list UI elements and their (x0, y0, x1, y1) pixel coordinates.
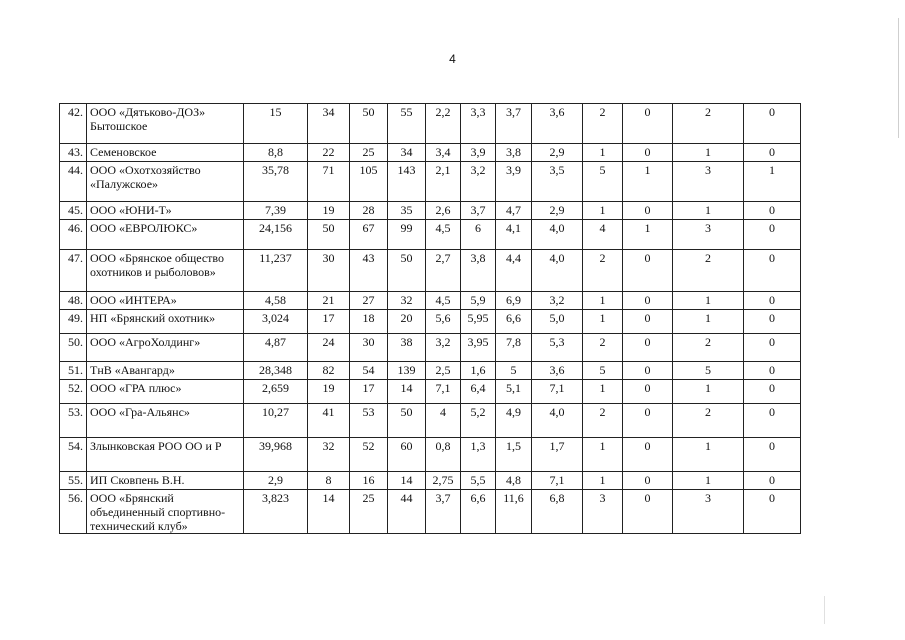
value-cell: 19 (308, 380, 350, 404)
value-cell: 4,87 (244, 334, 308, 362)
value-cell: 21 (308, 292, 350, 310)
value-cell: 50 (350, 104, 388, 144)
row-number: 53. (60, 404, 87, 438)
value-cell: 28,348 (244, 362, 308, 380)
value-cell: 41 (308, 404, 350, 438)
value-cell: 3,9 (496, 162, 532, 202)
value-cell: 6,4 (461, 380, 496, 404)
value-cell: 1 (583, 292, 623, 310)
table-row (60, 202, 801, 220)
organization-name: ООО «Охотхозяйство «Палужское» (87, 162, 244, 202)
data-table (59, 103, 801, 534)
value-cell: 25 (350, 490, 388, 534)
organization-name: ООО «Дятьково-ДОЗ» Бытошское (87, 104, 244, 144)
value-cell: 82 (308, 362, 350, 380)
value-cell: 44 (388, 490, 426, 534)
value-cell: 71 (308, 162, 350, 202)
value-cell: 30 (308, 250, 350, 292)
value-cell: 0 (623, 472, 673, 490)
value-cell: 1 (673, 438, 744, 472)
value-cell: 6,6 (496, 310, 532, 334)
value-cell: 43 (350, 250, 388, 292)
value-cell: 0 (744, 292, 801, 310)
value-cell: 55 (388, 104, 426, 144)
value-cell: 3,5 (532, 162, 583, 202)
value-cell: 53 (350, 404, 388, 438)
value-cell: 34 (308, 104, 350, 144)
value-cell: 0 (744, 220, 801, 250)
value-cell: 11,237 (244, 250, 308, 292)
value-cell: 0 (623, 310, 673, 334)
value-cell: 4,58 (244, 292, 308, 310)
value-cell: 30 (350, 334, 388, 362)
value-cell: 14 (388, 472, 426, 490)
value-cell: 5 (583, 362, 623, 380)
value-cell: 7,1 (532, 472, 583, 490)
organization-name: ООО «АгроХолдинг» (87, 334, 244, 362)
value-cell: 143 (388, 162, 426, 202)
value-cell: 17 (350, 380, 388, 404)
value-cell: 5 (496, 362, 532, 380)
value-cell: 1 (673, 310, 744, 334)
value-cell: 2 (673, 334, 744, 362)
value-cell: 5,0 (532, 310, 583, 334)
value-cell: 3,9 (461, 144, 496, 162)
value-cell: 2,5 (426, 362, 461, 380)
value-cell: 24,156 (244, 220, 308, 250)
table-row (60, 438, 801, 472)
value-cell: 4,9 (496, 404, 532, 438)
value-cell: 67 (350, 220, 388, 250)
row-number: 47. (60, 250, 87, 292)
value-cell: 14 (388, 380, 426, 404)
value-cell: 5,1 (496, 380, 532, 404)
organization-name: Семеновское (87, 144, 244, 162)
value-cell: 0 (744, 104, 801, 144)
organization-name: НП «Брянский охотник» (87, 310, 244, 334)
value-cell: 38 (388, 334, 426, 362)
value-cell: 3,823 (244, 490, 308, 534)
value-cell: 18 (350, 310, 388, 334)
value-cell: 3,8 (461, 250, 496, 292)
value-cell: 0 (623, 250, 673, 292)
row-number: 46. (60, 220, 87, 250)
value-cell: 5,3 (532, 334, 583, 362)
value-cell: 8,8 (244, 144, 308, 162)
value-cell: 14 (308, 490, 350, 534)
value-cell: 2 (673, 404, 744, 438)
organization-name: ООО «ЕВРОЛЮКС» (87, 220, 244, 250)
value-cell: 0 (623, 438, 673, 472)
value-cell: 1 (583, 144, 623, 162)
value-cell: 139 (388, 362, 426, 380)
value-cell: 15 (244, 104, 308, 144)
value-cell: 0 (623, 144, 673, 162)
value-cell: 1 (673, 472, 744, 490)
value-cell: 0 (744, 438, 801, 472)
value-cell: 0 (744, 490, 801, 534)
table-row (60, 362, 801, 380)
table-row (60, 310, 801, 334)
value-cell: 4,7 (496, 202, 532, 220)
value-cell: 1 (583, 380, 623, 404)
organization-name: ТнВ «Авангард» (87, 362, 244, 380)
value-cell: 3,8 (496, 144, 532, 162)
value-cell: 3,024 (244, 310, 308, 334)
value-cell: 6,8 (532, 490, 583, 534)
value-cell: 2,1 (426, 162, 461, 202)
value-cell: 5,9 (461, 292, 496, 310)
value-cell: 3,2 (426, 334, 461, 362)
value-cell: 1 (623, 162, 673, 202)
value-cell: 35 (388, 202, 426, 220)
value-cell: 1 (744, 162, 801, 202)
value-cell: 22 (308, 144, 350, 162)
value-cell: 8 (308, 472, 350, 490)
organization-name: ООО «Брянский объединенный спортивно-технический клуб» (87, 490, 244, 534)
value-cell: 0 (744, 472, 801, 490)
value-cell: 2,2 (426, 104, 461, 144)
value-cell: 32 (388, 292, 426, 310)
value-cell: 52 (350, 438, 388, 472)
table-row (60, 144, 801, 162)
row-number: 42. (60, 104, 87, 144)
value-cell: 17 (308, 310, 350, 334)
row-number: 54. (60, 438, 87, 472)
table-row (60, 490, 801, 534)
value-cell: 5 (673, 362, 744, 380)
value-cell: 4,0 (532, 220, 583, 250)
value-cell: 5 (583, 162, 623, 202)
table-row (60, 334, 801, 362)
value-cell: 0 (744, 144, 801, 162)
value-cell: 16 (350, 472, 388, 490)
value-cell: 1,6 (461, 362, 496, 380)
value-cell: 2,7 (426, 250, 461, 292)
value-cell: 34 (388, 144, 426, 162)
value-cell: 3,4 (426, 144, 461, 162)
value-cell: 24 (308, 334, 350, 362)
value-cell: 1 (583, 310, 623, 334)
value-cell: 1 (673, 202, 744, 220)
value-cell: 99 (388, 220, 426, 250)
page-number: 4 (449, 52, 456, 66)
value-cell: 0 (744, 310, 801, 334)
value-cell: 1 (583, 472, 623, 490)
row-number: 52. (60, 380, 87, 404)
organization-name: ООО «Гра-Альянс» (87, 404, 244, 438)
value-cell: 39,968 (244, 438, 308, 472)
value-cell: 2,659 (244, 380, 308, 404)
row-number: 48. (60, 292, 87, 310)
value-cell: 0,8 (426, 438, 461, 472)
value-cell: 1 (623, 220, 673, 250)
value-cell: 4,0 (532, 250, 583, 292)
table-body (60, 104, 801, 534)
table-row (60, 250, 801, 292)
value-cell: 0 (623, 202, 673, 220)
organization-name: ИП Сковпень В.Н. (87, 472, 244, 490)
value-cell: 7,1 (532, 380, 583, 404)
value-cell: 7,39 (244, 202, 308, 220)
row-number: 44. (60, 162, 87, 202)
table-row (60, 380, 801, 404)
value-cell: 28 (350, 202, 388, 220)
value-cell: 54 (350, 362, 388, 380)
value-cell: 25 (350, 144, 388, 162)
value-cell: 2 (583, 404, 623, 438)
value-cell: 2,6 (426, 202, 461, 220)
table-row (60, 472, 801, 490)
row-number: 51. (60, 362, 87, 380)
value-cell: 10,27 (244, 404, 308, 438)
value-cell: 0 (744, 362, 801, 380)
value-cell: 3,2 (532, 292, 583, 310)
value-cell: 3 (673, 220, 744, 250)
value-cell: 4,5 (426, 220, 461, 250)
value-cell: 50 (388, 404, 426, 438)
value-cell: 3,7 (496, 104, 532, 144)
value-cell: 1 (583, 438, 623, 472)
row-number: 55. (60, 472, 87, 490)
scan-edge-mark (824, 596, 825, 624)
value-cell: 4,5 (426, 292, 461, 310)
value-cell: 0 (623, 404, 673, 438)
value-cell: 3,7 (461, 202, 496, 220)
value-cell: 3,7 (426, 490, 461, 534)
value-cell: 3,2 (461, 162, 496, 202)
value-cell: 0 (623, 334, 673, 362)
value-cell: 0 (623, 490, 673, 534)
value-cell: 4,1 (496, 220, 532, 250)
value-cell: 3 (583, 490, 623, 534)
value-cell: 7,1 (426, 380, 461, 404)
value-cell: 11,6 (496, 490, 532, 534)
value-cell: 0 (623, 362, 673, 380)
value-cell: 5,6 (426, 310, 461, 334)
value-cell: 0 (623, 380, 673, 404)
value-cell: 35,78 (244, 162, 308, 202)
table-row (60, 162, 801, 202)
value-cell: 6 (461, 220, 496, 250)
value-cell: 1 (673, 292, 744, 310)
value-cell: 0 (744, 404, 801, 438)
value-cell: 20 (388, 310, 426, 334)
value-cell: 1 (673, 144, 744, 162)
table-row (60, 404, 801, 438)
value-cell: 4,8 (496, 472, 532, 490)
value-cell: 3 (673, 162, 744, 202)
value-cell: 1 (583, 202, 623, 220)
value-cell: 4 (426, 404, 461, 438)
row-number: 50. (60, 334, 87, 362)
value-cell: 1 (673, 380, 744, 404)
value-cell: 0 (744, 250, 801, 292)
value-cell: 2,9 (532, 202, 583, 220)
value-cell: 3,6 (532, 104, 583, 144)
row-number: 49. (60, 310, 87, 334)
value-cell: 2,9 (244, 472, 308, 490)
value-cell: 0 (623, 292, 673, 310)
table-row (60, 104, 801, 144)
value-cell: 0 (744, 202, 801, 220)
value-cell: 3,6 (532, 362, 583, 380)
value-cell: 1,3 (461, 438, 496, 472)
value-cell: 5,95 (461, 310, 496, 334)
value-cell: 2 (583, 104, 623, 144)
row-number: 43. (60, 144, 87, 162)
value-cell: 2 (583, 334, 623, 362)
value-cell: 1,5 (496, 438, 532, 472)
organization-name: ООО «ИНТЕРА» (87, 292, 244, 310)
value-cell: 2,75 (426, 472, 461, 490)
value-cell: 50 (388, 250, 426, 292)
value-cell: 60 (388, 438, 426, 472)
value-cell: 5,2 (461, 404, 496, 438)
row-number: 56. (60, 490, 87, 534)
value-cell: 3,3 (461, 104, 496, 144)
value-cell: 0 (744, 334, 801, 362)
value-cell: 6,9 (496, 292, 532, 310)
value-cell: 19 (308, 202, 350, 220)
value-cell: 32 (308, 438, 350, 472)
value-cell: 2,9 (532, 144, 583, 162)
value-cell: 5,5 (461, 472, 496, 490)
value-cell: 2 (673, 104, 744, 144)
organization-name: Злынковская РОО ОО и Р (87, 438, 244, 472)
value-cell: 4,4 (496, 250, 532, 292)
value-cell: 7,8 (496, 334, 532, 362)
value-cell: 105 (350, 162, 388, 202)
value-cell: 3,95 (461, 334, 496, 362)
value-cell: 0 (623, 104, 673, 144)
value-cell: 0 (744, 380, 801, 404)
value-cell: 27 (350, 292, 388, 310)
value-cell: 50 (308, 220, 350, 250)
value-cell: 6,6 (461, 490, 496, 534)
scan-edge-line (898, 18, 899, 138)
value-cell: 4,0 (532, 404, 583, 438)
value-cell: 3 (673, 490, 744, 534)
row-number: 45. (60, 202, 87, 220)
value-cell: 1,7 (532, 438, 583, 472)
value-cell: 2 (673, 250, 744, 292)
table-row (60, 220, 801, 250)
table-row (60, 292, 801, 310)
organization-name: ООО «Брянское общество охотников и рыболовов» (87, 250, 244, 292)
organization-name: ООО «ГРА плюс» (87, 380, 244, 404)
organization-name: ООО «ЮНИ-Т» (87, 202, 244, 220)
value-cell: 4 (583, 220, 623, 250)
value-cell: 2 (583, 250, 623, 292)
